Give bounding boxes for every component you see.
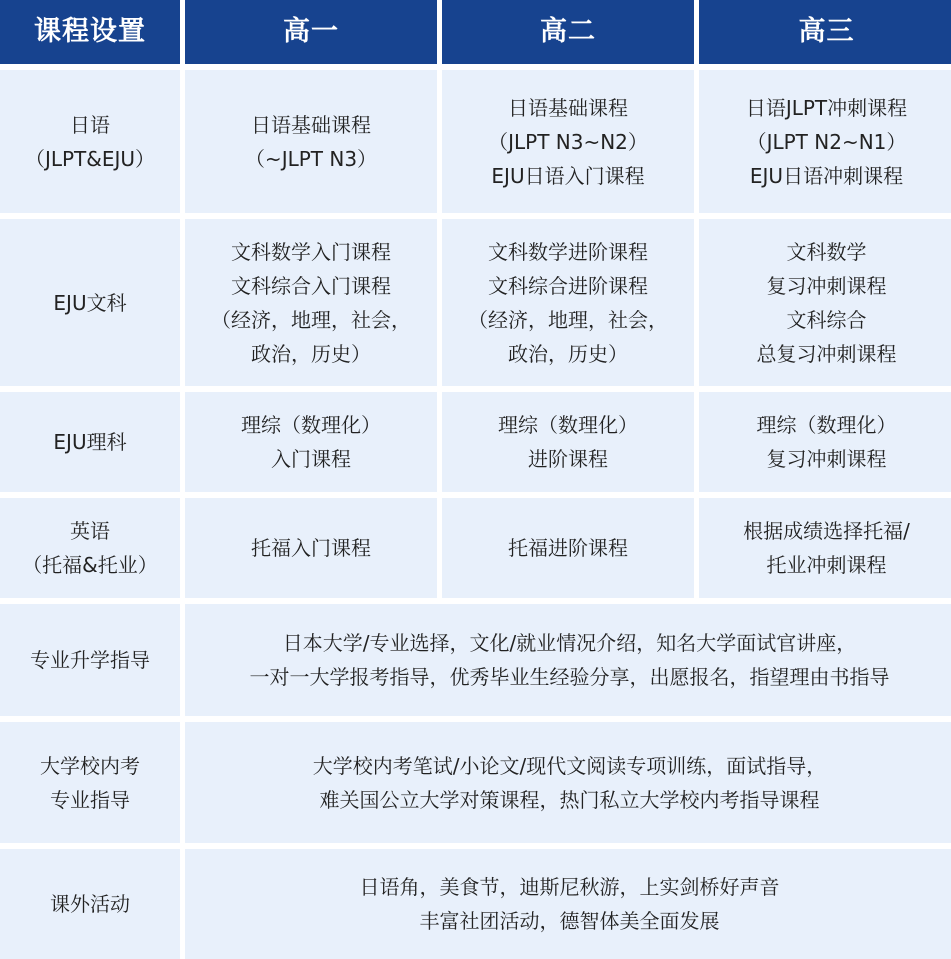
header-course-settings-label: 课程设置 [34, 16, 146, 47]
row-eju-arts-grade-2 [442, 219, 694, 386]
cell-text: 日本大学/专业选择，文化/就业情况介绍，知名大学面试官讲座， 一对一大学报考指导，优秀毕业生经验分享，出愿报名，指望理由书指导 [249, 631, 890, 689]
cell-text: 日语JLPT冲刺课程 （JLPT N2~N1） EJU日语冲刺课程 [745, 95, 908, 188]
header-grade-1 [185, 0, 437, 64]
row-internal-exam-label [0, 722, 180, 843]
cell-text: 大学校内考笔试/小论文/现代文阅读专项训练，面试指导， 难关国公立大学对策课程，热门私立大学校内考指导课程 [312, 753, 827, 812]
cell-text: 文科数学 复习冲刺课程 文科综合 总复习冲刺课程 [756, 239, 897, 366]
row-extracurricular-label [0, 849, 180, 959]
header-grade-2-label: 高二 [540, 16, 596, 47]
row-major-guidance-label [0, 604, 180, 716]
cell-text: 托福入门课程 [251, 536, 371, 560]
header-grade-2 [442, 0, 694, 64]
cell-text: 理综（数理化） 入门课程 [241, 413, 381, 471]
header-grade-3-label: 高三 [798, 16, 855, 47]
row-internal-exam-content [185, 722, 951, 843]
row-label-text: 专业升学指导 [30, 648, 150, 672]
cell-text: 根据成绩选择托福/ 托业冲刺课程 [743, 519, 910, 577]
cell-text: 日语角，美食节，迪斯尼秋游，上实剑桥好声音 丰富社团活动，德智体美全面发展 [359, 875, 780, 933]
row-english-grade-1 [185, 498, 437, 598]
row-eju-science-grade-1 [185, 392, 437, 492]
row-label-text: EJU理科 [53, 430, 127, 454]
cell-text: 日语基础课程 （~JLPT N3） [244, 112, 378, 171]
cell-text: 文科数学进阶课程 文科综合进阶课程 （经济，地理，社会， 政治，历史） [468, 239, 668, 366]
cell-text: 文科数学入门课程 文科综合入门课程 （经济，地理，社会， 政治，历史） [211, 239, 411, 366]
row-extracurricular-content [185, 849, 951, 959]
row-japanese-grade-2 [442, 70, 694, 213]
row-eju-science-label [0, 392, 180, 492]
header-course-settings [0, 0, 180, 64]
row-eju-arts-grade-1 [185, 219, 437, 386]
row-eju-science-grade-2 [442, 392, 694, 492]
row-label-text: 英语 （托福&托业） [22, 519, 158, 577]
row-eju-arts-label [0, 219, 180, 386]
row-major-guidance-content [185, 604, 951, 716]
row-label-text: EJU文科 [53, 290, 127, 315]
row-english-label [0, 498, 180, 598]
row-japanese-grade-1 [185, 70, 437, 213]
row-eju-arts-grade-3 [699, 219, 951, 386]
row-english-grade-3 [699, 498, 951, 598]
header-grade-1-label: 高一 [283, 16, 339, 47]
cell-text: 日语基础课程 （JLPT N3~N2） EJU日语入门课程 [488, 95, 648, 188]
cell-text: 托福进阶课程 [508, 536, 628, 560]
row-label-text: 课外活动 [50, 892, 130, 916]
row-label-text: 日语 （JLPT&EJU） [24, 112, 156, 171]
cell-text: 理综（数理化） 进阶课程 [498, 413, 638, 471]
row-label-text: 大学校内考 专业指导 [40, 753, 140, 812]
row-english-grade-2 [442, 498, 694, 598]
row-japanese-grade-3 [699, 70, 951, 213]
cell-text: 理综（数理化） 复习冲刺课程 [756, 413, 897, 471]
header-grade-3 [699, 0, 951, 64]
row-japanese-label [0, 70, 180, 213]
row-eju-science-grade-3 [699, 392, 951, 492]
